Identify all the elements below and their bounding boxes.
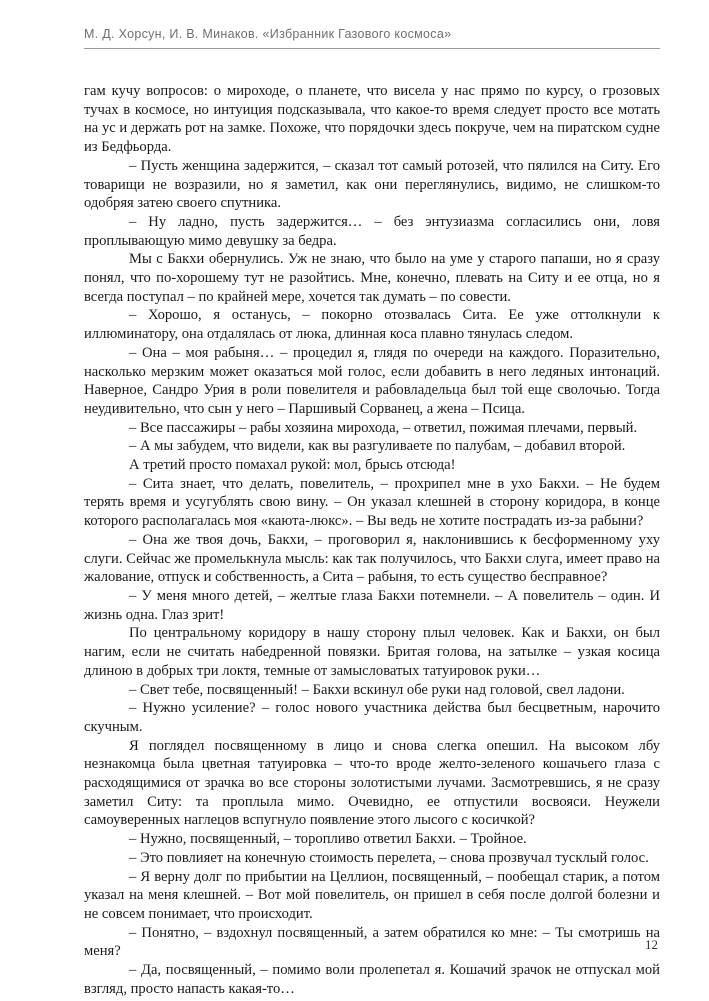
paragraph: По центральному коридору в нашу сторону плыл человек. Как и Бакхи, он был нагим, если не считать набедренной повязки. Бритая голова, на затылке – узкая косица длиною в добрых три локтя, темные от замысловатых татуировок руки… xyxy=(84,625,660,679)
paragraph: – А мы забудем, что видели, как вы разгуливаете по палубам, – добавил второй. xyxy=(129,438,626,455)
paragraph: – Хорошо, я останусь, – покорно отозвалась Сита. Ее уже оттолкнули к иллюминатору, она отдалялась от люка, длинная коса плавно тянулась следом. xyxy=(84,307,660,343)
paragraph: – У меня много детей, – желтые глаза Бакхи потемнели. – А повелитель – один. И жизнь одна. Глаз зрит! xyxy=(84,587,660,623)
paragraph: Мы с Бакхи обернулись. Уж не знаю, что было на уме у старого папаши, но я сразу понял, что по-хорошему тут не разойтись. Мне, конечно, плевать на Ситу и ее отца, но я всегда поступал – по крайней мере, хочется так думать – по совести. xyxy=(84,251,660,305)
body-text xyxy=(84,82,660,998)
paragraph: – Она же твоя дочь, Бакхи, – проговорил я, наклонившись к бесформенному уху слуги. Сейчас же промелькнула мысль: как так получилось, что Бакхи слуга, имеет право на жалование, отпуск и собственность, а Сита – рабыня, то есть существо бесправное? xyxy=(84,531,660,586)
paragraph: – Нужно, посвященный, – торопливо ответил Бакхи. – Тройное. xyxy=(129,831,527,848)
paragraph: А третий просто помахал рукой: мол, брысь отсюда! xyxy=(129,457,456,474)
paragraph: – Пусть женщина задержится, – сказал тот самый ротозей, что пялился на Ситу. Его товарищи не возразили, но я заметил, как они переглянулись, видимо, не слишком-то одобряя затею своего спутника. xyxy=(84,157,660,212)
paragraph: – Она – моя рабыня… – процедил я, глядя по очереди на каждого. Поразительно, насколько мерзким может оказаться мой голос, если добавить в него ледяных интонаций. Наверное, Сандро Урия в роли повелителя и рабовладельца был той еще сволочью. Тогда неудивительно, что сын у него – Паршивый Сорванец, а жена – Псица. xyxy=(84,344,660,417)
paragraph: – Нужно усиление? – голос нового участника действа был бесцветным, нарочито скучным. xyxy=(84,700,660,735)
paragraph: – Я верну долг по прибытии на Целлион, посвященный, – пообещал старик, а потом указал на меня клешней. – Вот мой повелитель, он пришел в себя после долгой болезни и не совсем понимает, что происходит. xyxy=(84,868,660,922)
paragraph: – Все пассажиры – рабы хозяина мирохода, – ответил, пожимая плечами, первый. xyxy=(129,419,638,436)
paragraph: – Это повлияет на конечную стоимость перелета, – снова прозвучал тусклый голос. xyxy=(129,849,649,866)
paragraph: – Сита знает, что делать, повелитель, – прохрипел мне в ухо Бакхи. – Не будем терять время и усугублять свою вину. – Он указал клешней в сторону коридора, в конце которого располагалась моя «каюта-люкс». – Вы ведь не хотите пострадать из-за рабыни? xyxy=(84,475,660,530)
page-number: 12 xyxy=(645,937,658,952)
paragraph: – Свет тебе, посвященный! – Бакхи вскинул обе руки над головой, свел ладони. xyxy=(129,681,625,698)
paragraph: – Ну ладно, пусть задержится… – без энтузиазма согласились они, ловя проплывающую мимо девушку за бедра. xyxy=(84,213,660,249)
paragraph: – Да, посвященный, – помимо воли пролепетал я. Кошачий зрачок не отпускал мой взгляд, просто напасть какая-то… xyxy=(84,962,660,997)
paragraph: – Понятно, – вздохнул посвященный, а затем обратился ко мне: – Ты смотришь на меня? xyxy=(84,924,660,960)
header-divider xyxy=(84,48,660,49)
paragraph: Я поглядел посвященному в лицо и снова слегка опешил. На высоком лбу незнакомца была цветная татуировка – что-то вроде желто-зеленого кошачьего глаза с расходящимися от зрачка во все стороны золотистыми лучами. Засмотревшись, я не сразу заметил Ситу: та проплыла мимо. Очевидно, ее отпустили восвояси. Неужели самоуверенных наглецов вспугнуло появление этого лысого с косичкой? xyxy=(84,737,660,829)
paragraph: гам кучу вопросов: о мироходе, о планете, что висела у нас прямо по курсу, о грозовых тучах в космосе, но интуиция подсказывала, что какое-то время следует просто все мотать на ус и держать рот на замке. Похоже, что порядочки здесь покруче, чем на пиратском судне из Бедфьорда. xyxy=(84,83,660,156)
running-header: М. Д. Хорсун, И. В. Минаков. «Избранник Газового космоса» xyxy=(84,27,452,41)
